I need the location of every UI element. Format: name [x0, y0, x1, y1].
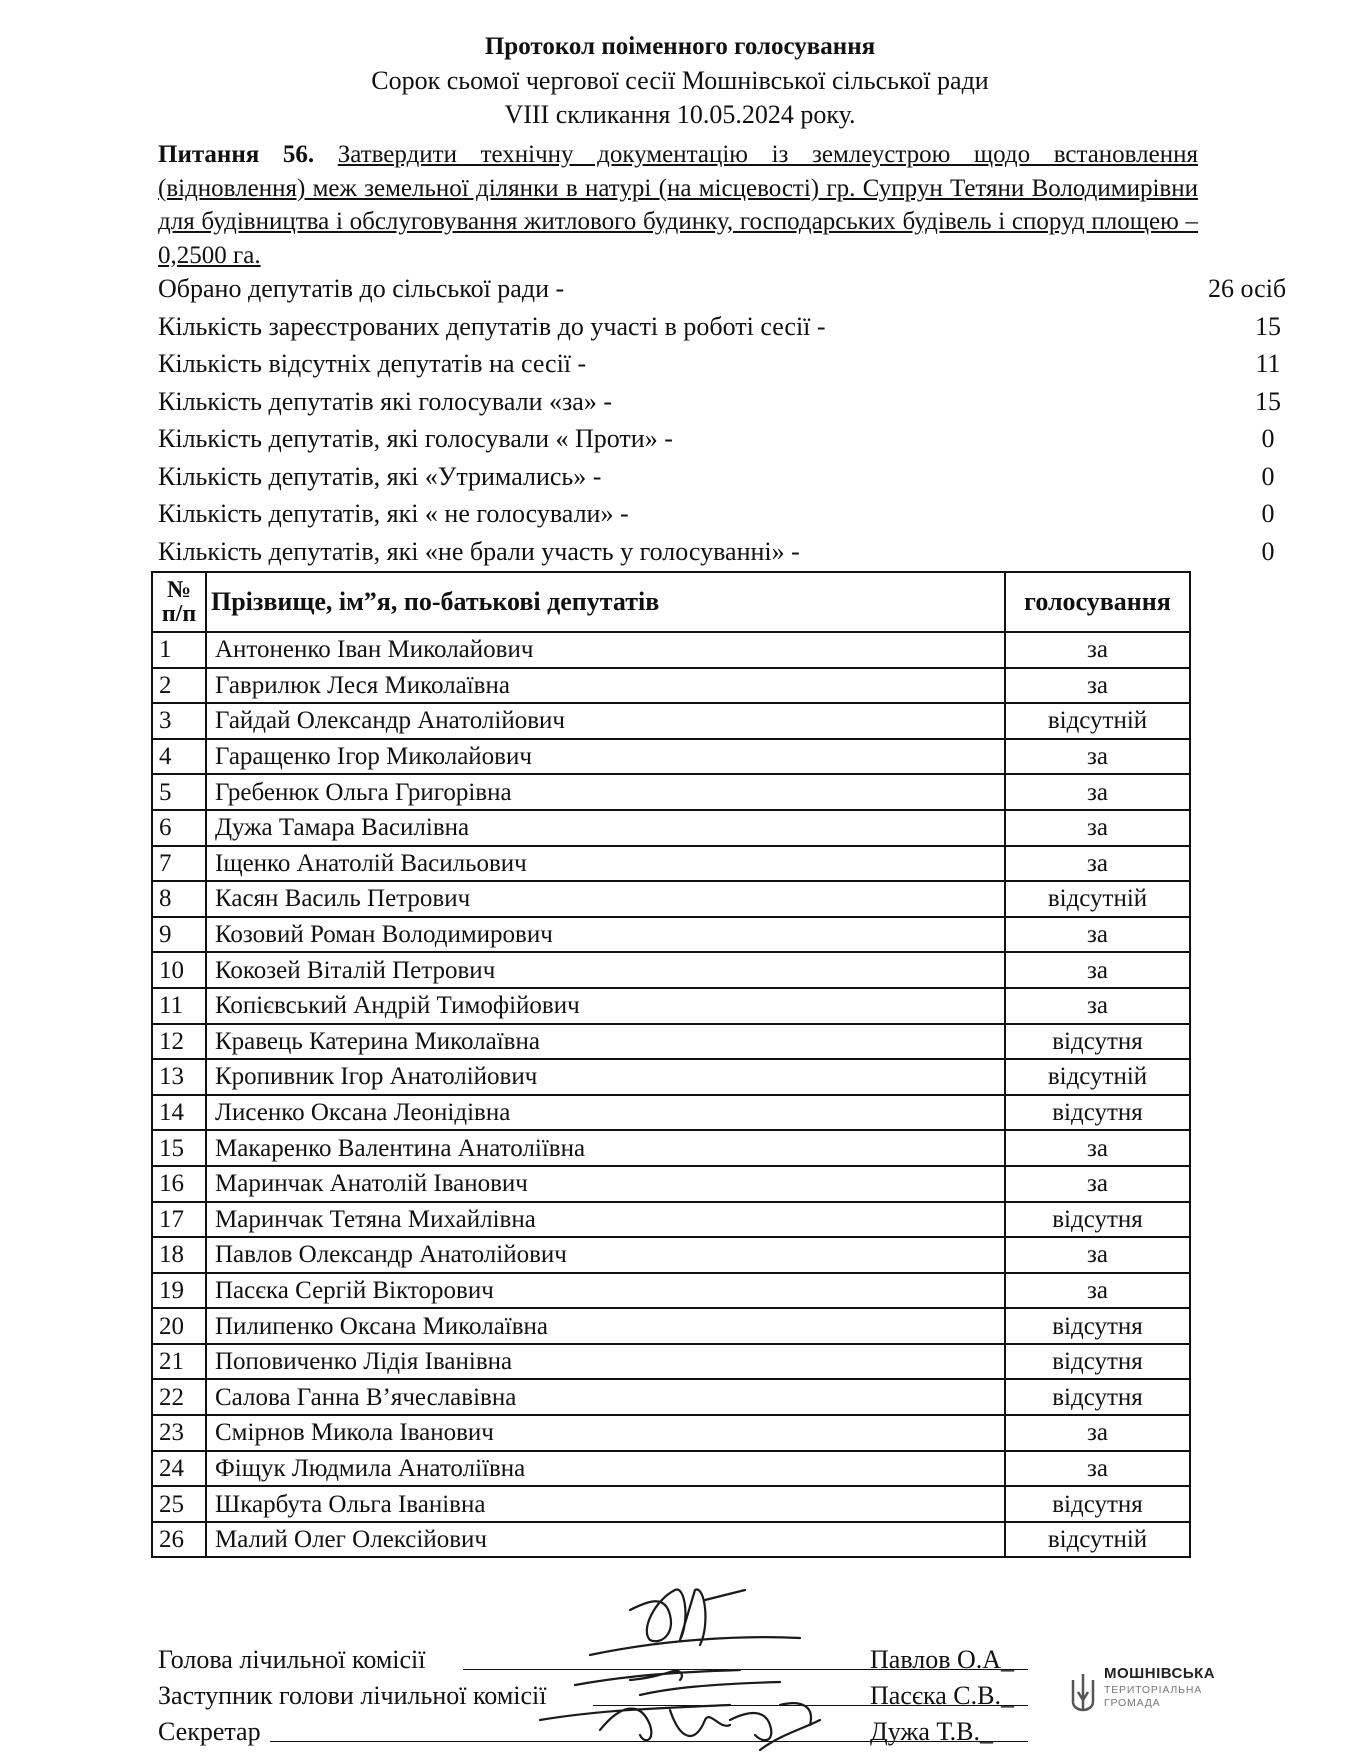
table-row [152, 1415, 1190, 1451]
vote-result: за [1005, 988, 1190, 1024]
vote-result: відсутня [1005, 1202, 1190, 1238]
table-row [152, 1344, 1190, 1380]
stat-row [158, 308, 1281, 346]
row-number: 22 [152, 1379, 206, 1415]
row-number: 16 [152, 1166, 206, 1202]
deputy-name: Лисенко Оксана Леонідівна [206, 1095, 1005, 1131]
vote-result: відсутня [1005, 1095, 1190, 1131]
stat-value: 0 [1261, 424, 1275, 453]
deputy-name: Маринчак Тетяна Михайлівна [206, 1202, 1005, 1238]
signature-name: Павлов О.А_ [870, 1645, 1015, 1674]
row-number: 17 [152, 1202, 206, 1238]
vote-result: відсутня [1005, 1486, 1190, 1522]
vote-result: відсутня [1005, 1024, 1190, 1060]
row-number: 18 [152, 1237, 206, 1273]
vote-result: за [1005, 739, 1190, 775]
number-sign: № [166, 577, 192, 603]
document-header [150, 30, 1210, 132]
vote-result: за [1005, 1415, 1190, 1451]
deputy-name: Салова Ганна В’ячеславівна [206, 1379, 1005, 1415]
stat-row [158, 345, 1281, 383]
table-row [152, 739, 1190, 775]
vote-result: за [1005, 1166, 1190, 1202]
table-row [152, 632, 1190, 668]
logo-title: МОШНІВСЬКА [1104, 1665, 1216, 1682]
vote-result: відсутній [1005, 1059, 1190, 1095]
table-row [152, 952, 1190, 988]
table-row [152, 881, 1190, 917]
stat-label: Обрано депутатів до сільської ради - [158, 274, 565, 303]
deputy-name: Малий Олег Олексійович [206, 1522, 1005, 1558]
vote-result: за [1005, 917, 1190, 953]
table-row [152, 774, 1190, 810]
stat-row [158, 495, 1275, 533]
stat-label: Кількість депутатів, які «Утримались» - [158, 461, 602, 491]
question-text: Затвердити технічну документацію із землеустрою щодо встановлення (відновлення) меж земельної ділянки в натурі (на місцевості) гр. Супрун Тетяни Володимирівни для будівництва і обслуговування житлового будинку, господарських будівель і споруд площею – 0,2500 га. [158, 141, 1198, 269]
table-row [152, 810, 1190, 846]
stat-value: 15 [1255, 311, 1281, 341]
deputy-name: Шкарбута Ольга Іванівна [206, 1486, 1005, 1522]
stat-row [158, 533, 1275, 571]
vote-result: відсутній [1005, 703, 1190, 739]
row-number: 14 [152, 1095, 206, 1131]
row-number: 2 [152, 668, 206, 704]
stat-value: 0 [1261, 536, 1275, 566]
logo-subtitle: ТЕРИТОРІАЛЬНА [1104, 1684, 1202, 1696]
community-logo [1062, 1665, 1232, 1725]
table-row [152, 917, 1190, 953]
deputy-name: Кропивник Ігор Анатолійович [206, 1059, 1005, 1095]
row-number: 6 [152, 810, 206, 846]
deputy-name: Пасєка Сергій Вікторович [206, 1273, 1005, 1309]
stat-value: 0 [1261, 499, 1275, 528]
deputy-name: Маринчак Анатолій Іванович [206, 1166, 1005, 1202]
vote-result: відсутня [1005, 1344, 1190, 1380]
vote-result: за [1005, 846, 1190, 882]
stat-label: Кількість депутатів, які голосували « Проти» - [158, 424, 673, 453]
number-abbrev: п/п [161, 601, 197, 627]
vote-result: за [1005, 1130, 1190, 1166]
deputy-name: Гребенюк Ольга Григорівна [206, 774, 1005, 810]
column-header-name: Прізвище, ім”я, по-батькові депутатів [206, 572, 1005, 632]
vote-result: за [1005, 1451, 1190, 1487]
deputy-name: Козовий Роман Володимирович [206, 917, 1005, 953]
deputy-name: Іщенко Анатолій Васильович [206, 846, 1005, 882]
row-number: 8 [152, 881, 206, 917]
table-row [152, 1059, 1190, 1095]
vote-result: за [1005, 1273, 1190, 1309]
row-number: 7 [152, 846, 206, 882]
deputy-name: Антоненко Іван Миколайович [206, 632, 1005, 668]
vote-result: відсутній [1005, 1522, 1190, 1558]
row-number: 4 [152, 739, 206, 775]
table-row [152, 1202, 1190, 1238]
vote-result: за [1005, 952, 1190, 988]
deputy-name: Кокозей Віталій Петрович [206, 952, 1005, 988]
session-date-line: VIII скликання 10.05.2024 року. [504, 100, 856, 129]
deputy-name: Фіщук Людмила Анатоліївна [206, 1451, 1005, 1487]
signature-role: Секретар [158, 1717, 261, 1746]
deputy-name: Копієвський Андрій Тимофійович [206, 988, 1005, 1024]
question-number: Питання 56. [158, 141, 315, 168]
table-row [152, 703, 1190, 739]
deputy-name: Павлов Олександр Анатолійович [206, 1237, 1005, 1273]
stat-label: Кількість депутатів, які « не голосували» - [158, 499, 629, 528]
row-number: 11 [152, 988, 206, 1024]
table-row [152, 846, 1190, 882]
table-row [152, 1308, 1190, 1344]
deputy-name: Макаренко Валентина Анатоліївна [206, 1130, 1005, 1166]
row-number: 3 [152, 703, 206, 739]
signature-role: Голова лічильної комісії [158, 1645, 426, 1674]
deputy-name: Кравець Катерина Миколаївна [206, 1024, 1005, 1060]
stat-value: 0 [1261, 461, 1275, 491]
table-row [152, 1486, 1190, 1522]
table-row [152, 1522, 1190, 1558]
table-row [152, 1024, 1190, 1060]
stat-row [158, 383, 1281, 421]
row-number: 23 [152, 1415, 206, 1451]
row-number: 19 [152, 1273, 206, 1309]
table-row [152, 1130, 1190, 1166]
table-body [152, 632, 1190, 1557]
table-row [152, 668, 1190, 704]
row-number: 26 [152, 1522, 206, 1558]
vote-result: відсутня [1005, 1308, 1190, 1344]
stat-label: Кількість зареєстрованих депутатів до участі в роботі сесії - [158, 311, 826, 341]
stat-row [158, 270, 1287, 308]
row-number: 9 [152, 917, 206, 953]
signature-role: Заступник голови лічильної комісії [158, 1681, 547, 1710]
stat-row [158, 458, 1275, 496]
deputy-name: Гаращенко Ігор Миколайович [206, 739, 1005, 775]
deputy-name: Дужа Тамара Василівна [206, 810, 1005, 846]
deputy-name: Поповиченко Лідія Іванівна [206, 1344, 1005, 1380]
vote-result: за [1005, 774, 1190, 810]
session-subtitle: Сорок сьомої чергової сесії Мошнівської сільської ради [371, 66, 989, 95]
stat-label: Кількість депутатів які голосували «за» - [158, 386, 612, 416]
row-number: 25 [152, 1486, 206, 1522]
deputy-name: Смірнов Микола Іванович [206, 1415, 1005, 1451]
column-header-vote: голосування [1005, 572, 1190, 632]
deputies-vote-table [151, 571, 1191, 1558]
row-number: 1 [152, 632, 206, 668]
row-number: 15 [152, 1130, 206, 1166]
logo-subtitle: ГРОМАДА [1104, 1697, 1161, 1709]
table-header-row [152, 572, 1190, 632]
table-row [152, 1379, 1190, 1415]
trident-icon [1068, 1670, 1098, 1720]
vote-statistics [158, 270, 1287, 570]
row-number: 10 [152, 952, 206, 988]
stat-label: Кількість відсутніх депутатів на сесії - [158, 349, 587, 378]
stat-value: 15 [1255, 386, 1281, 416]
deputy-name: Пилипенко Оксана Миколаївна [206, 1308, 1005, 1344]
stat-label: Кількість депутатів, які «не брали участь у голосуванні» - [158, 536, 800, 566]
table-row [152, 988, 1190, 1024]
document-title: Протокол поіменного голосування [484, 33, 876, 60]
signature-name: Дужа Т.В._ [870, 1717, 994, 1746]
vote-result: за [1005, 668, 1190, 704]
row-number: 21 [152, 1344, 206, 1380]
table-row [152, 1273, 1190, 1309]
handwritten-signatures [480, 1560, 900, 1760]
vote-result: за [1005, 1237, 1190, 1273]
table-row [152, 1451, 1190, 1487]
vote-result: за [1005, 810, 1190, 846]
column-header-number [152, 572, 206, 632]
table-row [152, 1095, 1190, 1131]
vote-result: за [1005, 632, 1190, 668]
row-number: 20 [152, 1308, 206, 1344]
stat-value: 11 [1255, 349, 1281, 378]
stat-row [158, 420, 1275, 458]
deputy-name: Касян Василь Петрович [206, 881, 1005, 917]
row-number: 13 [152, 1059, 206, 1095]
signature-name: Пасєка С.В._ [870, 1681, 1014, 1710]
vote-result: відсутня [1005, 1379, 1190, 1415]
deputy-name: Гаврилюк Леся Миколаївна [206, 668, 1005, 704]
vote-result: відсутній [1005, 881, 1190, 917]
table-row [152, 1166, 1190, 1202]
stat-value: 26 осіб [1208, 274, 1287, 303]
row-number: 5 [152, 774, 206, 810]
table-row [152, 1237, 1190, 1273]
row-number: 12 [152, 1024, 206, 1060]
deputy-name: Гайдай Олександр Анатолійович [206, 703, 1005, 739]
row-number: 24 [152, 1451, 206, 1487]
question-block [158, 138, 1198, 272]
